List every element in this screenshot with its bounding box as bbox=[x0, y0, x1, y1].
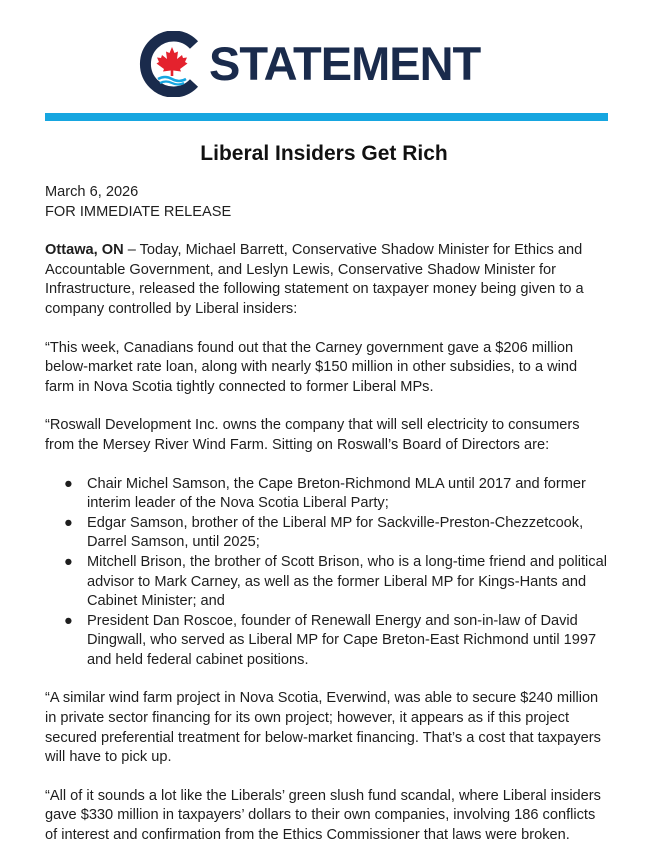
list-item: ● Mitchell Brison, the brother of Scott Brison, who is a long-time friend and political advisor to Mark Carney, as well as the former Liberal MP for Kings-Hants and Cabinet Minister; and bbox=[64, 553, 607, 610]
paragraph: “All of it sounds a lot like the Liberals’ green slush fund scandal, where Liberal insiders gave $330 million in taxpayers’ dollars to their own companies, involving 186 conflicts of interest and confirmation from the Ethics Commissioner that laws were broken. bbox=[45, 787, 601, 844]
list-item: ● President Dan Roscoe, founder of Renewall Energy and son-in-law of David Dingwall, who served as Liberal MP for Cape Breton-East Richmond until 1997 and held federal cabinet positions. bbox=[64, 612, 597, 668]
intro-paragraph bbox=[45, 241, 610, 319]
paragraph: “A similar wind farm project in Nova Scotia, Everwind, was able to secure $240 million in private sector financing for its own project; however, it appears as if this project secured preferential treatment for below-market financing. That’s a cost that taxpayers will have to pick up. bbox=[45, 690, 601, 766]
press-release-body bbox=[45, 183, 610, 846]
list-item: ● Chair Michel Samson, the Cape Breton-Richmond MLA until 2017 and former interim leader of the Nova Scotia Liberal Party; bbox=[64, 475, 586, 512]
paragraph: “Roswall Development Inc. owns the company that will sell electricity to consumers from the Mersey River Wind Farm. Sitting on Roswall’s Board of Directors are: bbox=[45, 417, 580, 453]
bullet-icon: ● bbox=[64, 553, 73, 570]
bullet-icon: ● bbox=[64, 514, 73, 531]
bullet-icon: ● bbox=[64, 612, 73, 629]
list-item: ● Edgar Samson, brother of the Liberal MP for Sackville-Preston-Chezzetcook, Darrel Samson, until 2025; bbox=[64, 514, 584, 551]
page-title: Liberal Insiders Get Rich bbox=[200, 142, 448, 165]
header-rule bbox=[45, 113, 608, 121]
statement-logo bbox=[139, 31, 529, 93]
release-label: FOR IMMEDIATE RELEASE bbox=[45, 203, 232, 220]
logo-wordmark: STATEMENT bbox=[209, 37, 481, 90]
dateline-location: Ottawa, ON bbox=[45, 242, 124, 259]
release-date: March 6, 2026 bbox=[45, 184, 139, 200]
conservative-c-maple-leaf-icon bbox=[139, 31, 205, 97]
board-members-list bbox=[45, 475, 610, 671]
paragraph: “This week, Canadians found out that the Carney government gave a $206 million below-market rate loan, along with nearly $150 million in other subsidies, to a wind farm in Nova Scotia tightly connected to former Liberal MPs. bbox=[45, 339, 578, 395]
intro-text: – Today, Michael Barrett, Conservative Shadow Minister for Ethics and Accountable Government, and Leslyn Lewis, Conservative Shadow Minister for Infrastructure, released the following statement on taxpayer money being given to a company controlled by Liberal insiders: bbox=[45, 242, 584, 317]
bullet-icon: ● bbox=[64, 475, 73, 492]
